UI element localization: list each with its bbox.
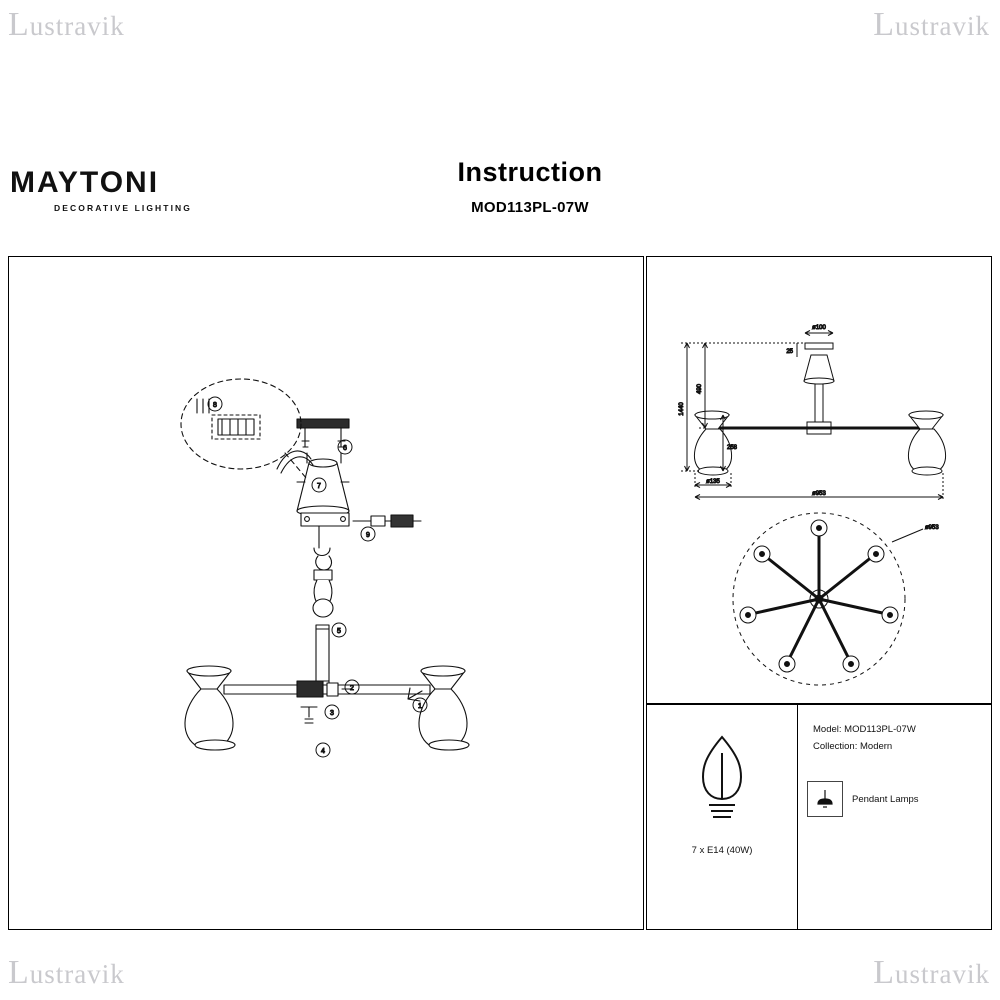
watermark-bottom-left (8, 954, 125, 992)
pendant-category-label: Pendant Lamps (852, 793, 919, 805)
dim-mid-height: 490 (697, 383, 703, 395)
brand-name: MAYTONI (10, 166, 160, 199)
watermark-top-right (873, 6, 990, 44)
dim-shade-width: ø135 (706, 479, 720, 485)
watermark-text: ustravik (29, 959, 125, 989)
callout-6: 6 (343, 445, 347, 452)
watermark-text: ustravik (895, 11, 990, 41)
watermark-bottom-right (873, 954, 990, 992)
page-title: Instruction (457, 157, 603, 187)
dim-plate-height: 25 (786, 349, 793, 355)
product-collection-line: Collection: Modern (813, 741, 893, 752)
brand-tagline: DECORATIVE LIGHTING (54, 203, 192, 213)
dimension-diagram (647, 257, 991, 703)
callout-2: 2 (350, 685, 354, 692)
dim-shade-height: 258 (727, 445, 738, 451)
dim-overall-width: ø953 (812, 491, 826, 497)
lamp-spec-caption: 7 x E14 (40W) (691, 845, 753, 856)
dim-total-height: 1440 (679, 402, 685, 416)
callout-5: 5 (337, 628, 341, 635)
callout-9: 9 (366, 532, 370, 539)
watermark-top-left (8, 6, 125, 44)
callout-3: 3 (330, 710, 334, 717)
callout-4: 4 (321, 748, 325, 755)
dimension-diagram-frame (646, 256, 992, 704)
title-block (380, 158, 680, 216)
callout-1: 1 (418, 703, 422, 710)
watermark-initial: L (873, 6, 895, 43)
product-info-frame (646, 704, 992, 930)
assembly-diagram (9, 257, 643, 929)
dim-plan-diameter: ø953 (925, 525, 939, 531)
assembly-diagram-frame (8, 256, 644, 930)
model-code: MOD113PL-07W (471, 198, 589, 216)
watermark-text: ustravik (29, 11, 125, 41)
callout-8: 8 (213, 402, 217, 409)
brand-logo (10, 168, 240, 213)
watermark-text: ustravik (895, 959, 990, 989)
watermark-initial: L (8, 6, 30, 43)
watermark-initial: L (873, 954, 895, 991)
pendant-lamp-icon (807, 781, 843, 817)
info-divider (797, 705, 798, 929)
callout-7: 7 (317, 483, 321, 490)
dim-top-diameter: ø100 (812, 325, 826, 331)
product-model-line: Model: MOD113PL-07W (813, 724, 916, 735)
pendant-category-row (807, 781, 919, 817)
bulb-icon (647, 709, 797, 859)
watermark-initial: L (8, 954, 30, 991)
